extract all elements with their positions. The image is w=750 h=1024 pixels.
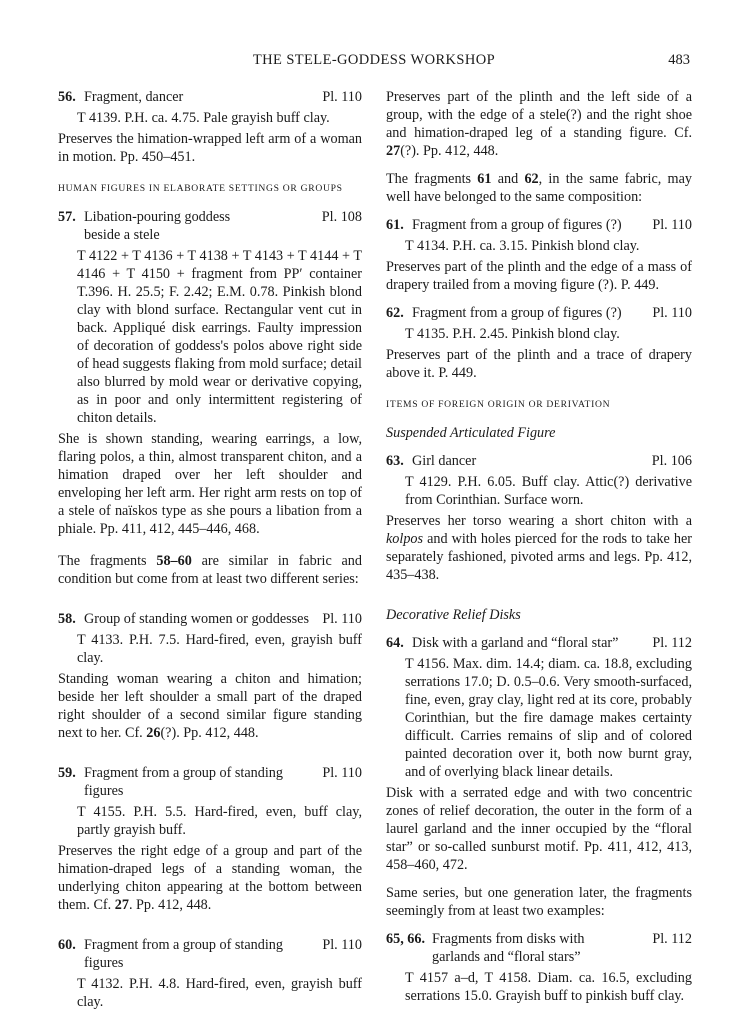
catalog-entry-61 xyxy=(386,216,692,294)
catalog-data: T 4155. P.H. 5.5. Hard-fired, even, buff clay, partly grayish buff. xyxy=(77,804,362,838)
left-column xyxy=(58,88,362,1014)
plate-ref: Pl. 110 xyxy=(322,937,362,953)
entry-title: Fragment, dancer xyxy=(84,89,184,105)
entry-title: Disk with a garland and “floral star” xyxy=(412,635,619,651)
entry-description: Preserves the right edge of a group and part of the himation-draped legs of a standing woman, the underlying chiton appearing at the bottom between them. Cf. 27. Pp. 412, 448. xyxy=(58,843,362,913)
catalog-entry-58 xyxy=(58,610,362,742)
entry-title: Girl dancer xyxy=(412,453,477,469)
entry-number: 60. xyxy=(58,937,76,953)
entry-number: 56. xyxy=(58,89,76,105)
subsection-heading: Suspended Articulated Figure xyxy=(386,425,556,441)
plate-ref: Pl. 110 xyxy=(322,765,362,781)
entry-description: Preserves part of the plinth and a trace of drapery above it. P. 449. xyxy=(386,347,692,381)
entry-title: Fragment from a group of standing figures xyxy=(84,765,283,799)
entry-number: 63. xyxy=(386,453,404,469)
plate-ref: Pl. 110 xyxy=(652,217,692,233)
entry-title: Libation-pouring goddess beside a stele xyxy=(84,209,231,243)
entry-number: 61. xyxy=(386,217,404,233)
entry-60-continuation: Preserves part of the plinth and the left side of a group, with the edge of a stele(?) and the right shoe and himation-draped leg of a standing figure. Cf. 27(?). Pp. 412, 448. xyxy=(386,89,692,159)
plate-ref: Pl. 108 xyxy=(321,209,362,225)
section-heading: ITEMS OF FOREIGN ORIGIN OR DERIVATION xyxy=(386,399,611,410)
entry-number: 57. xyxy=(58,209,76,225)
catalog-data: T 4139. P.H. ca. 4.75. Pale grayish buff clay. xyxy=(77,110,330,126)
running-title: THE STELE-GODDESS WORKSHOP xyxy=(252,52,496,68)
entry-number: 58. xyxy=(58,611,76,627)
plate-ref: Pl. 112 xyxy=(652,931,692,947)
intro-paragraph: The fragments 61 and 62, in the same fabric, may well have belonged to the same composition: xyxy=(386,171,692,205)
catalog-data: T 4135. P.H. 2.45. Pinkish blond clay. xyxy=(405,326,620,342)
catalog-entry-60 xyxy=(58,936,362,1011)
intro-paragraph: The fragments 58–60 are similar in fabric and condition but come from at least two different series: xyxy=(58,553,362,587)
entry-description: She is shown standing, wearing earrings, a low, flaring polos, a thin, almost transparent chiton, and a himation draped over her left shoulder and enveloping her left arm. Her right arm rests on top of a stele of naïskos type as she pours a libation from a phiale. Pp. 411, 412, 445–446, 468. xyxy=(58,431,362,537)
plate-ref: Pl. 110 xyxy=(322,611,362,627)
plate-ref: Pl. 106 xyxy=(651,453,692,469)
catalog-entry-56 xyxy=(58,88,362,166)
entry-description: Standing woman wearing a chiton and himation; beside her left shoulder a small part of the draped right shoulder of a second similar figure standing next to her. Cf. 26(?). Pp. 412, 448. xyxy=(58,671,362,741)
catalog-data: T 4134. P.H. ca. 3.15. Pinkish blond clay. xyxy=(405,238,640,254)
entry-description: Preserves her torso wearing a short chiton with a kolpos and with holes pierced for the rods to take her separately fashioned, pivoted arms and legs. Pp. 412, 435–438. xyxy=(386,513,692,583)
catalog-entry-59 xyxy=(58,764,362,914)
entry-title: Group of standing women or goddesses xyxy=(84,611,309,627)
plate-ref: Pl. 110 xyxy=(652,305,692,321)
catalog-data: T 4132. P.H. 4.8. Hard-fired, even, grayish buff clay. xyxy=(77,976,362,1010)
entry-number: 59. xyxy=(58,765,76,781)
page-number: 483 xyxy=(668,52,690,68)
entry-number: 62. xyxy=(386,305,404,321)
catalog-data: T 4156. Max. dim. 14.4; diam. ca. 18.8, excluding serrations 17.0; D. 0.5–0.6. Very smooth-surfaced, fine, even, gray clay, light red at its core, probably Corinthian, but the fire damage makes certainty difficult. Carries remains of slip and of colored painted decoration over it, both now burnt gray, and of overlying black linear details. xyxy=(405,656,692,780)
catalog-entry-65-66 xyxy=(386,930,692,1005)
catalog-data: T 4129. P.H. 6.05. Buff clay. Attic(?) derivative from Corinthian. Surface worn. xyxy=(405,474,692,508)
subsection-heading: Decorative Relief Disks xyxy=(386,607,521,623)
entry-title: Fragment from a group of figures (?) xyxy=(412,217,622,233)
section-heading: HUMAN FIGURES IN ELABORATE SETTINGS OR GROUPS xyxy=(58,183,343,194)
intro-paragraph: Same series, but one generation later, the fragments seemingly from at least two examples: xyxy=(386,885,692,919)
entry-description: Preserves the himation-wrapped left arm of a woman in motion. Pp. 450–451. xyxy=(58,131,362,165)
entry-number: 64. xyxy=(386,635,404,651)
entry-title: Fragment from a group of standing figures xyxy=(84,937,283,971)
entry-title: Fragment from a group of figures (?) xyxy=(412,305,622,321)
plate-ref: Pl. 112 xyxy=(652,635,692,651)
plate-ref: Pl. 110 xyxy=(322,89,362,105)
entry-title: Fragments from disks with garlands and “floral stars” xyxy=(432,931,585,965)
catalog-data: T 4157 a–d, T 4158. Diam. ca. 16.5, excluding serrations 15.0. Grayish buff to pinkish buff clay. xyxy=(405,970,692,1004)
right-column xyxy=(386,88,692,1008)
page-header xyxy=(58,52,690,76)
entry-number: 65, 66. xyxy=(386,931,426,947)
catalog-entry-57 xyxy=(58,208,362,538)
catalog-data: T 4122 + T 4136 + T 4138 + T 4143 + T 4144 + T 4146 + T 4150 + fragment from PP′ container T.396. H. 25.5; F. 2.42; E.M. 0.78. Pinkish blond clay with blond surface. Rectangular vent cut in back. Appliqué disk earrings. Faulty impression of decoration of goddess's polos above right side of head suggests flaking from mold surface; detail also blurred by mold wear or derivative copying, as in poor and only intermittent registering of chiton details. xyxy=(77,248,362,426)
catalog-data: T 4133. P.H. 7.5. Hard-fired, even, grayish buff clay. xyxy=(77,632,362,666)
entry-description: Disk with a serrated edge and with two concentric zones of relief decoration, the outer in the form of a laurel garland and the inner occupied by the “floral star” or so-called sunburst motif. Pp. 411, 412, 413, 458–460, 472. xyxy=(386,785,692,873)
catalog-entry-62 xyxy=(386,304,692,382)
entry-description: Preserves part of the plinth and the edge of a mass of drapery trailed from a moving figure (?). P. 449. xyxy=(386,259,692,293)
catalog-entry-64 xyxy=(386,634,692,874)
catalog-entry-63 xyxy=(386,452,692,584)
